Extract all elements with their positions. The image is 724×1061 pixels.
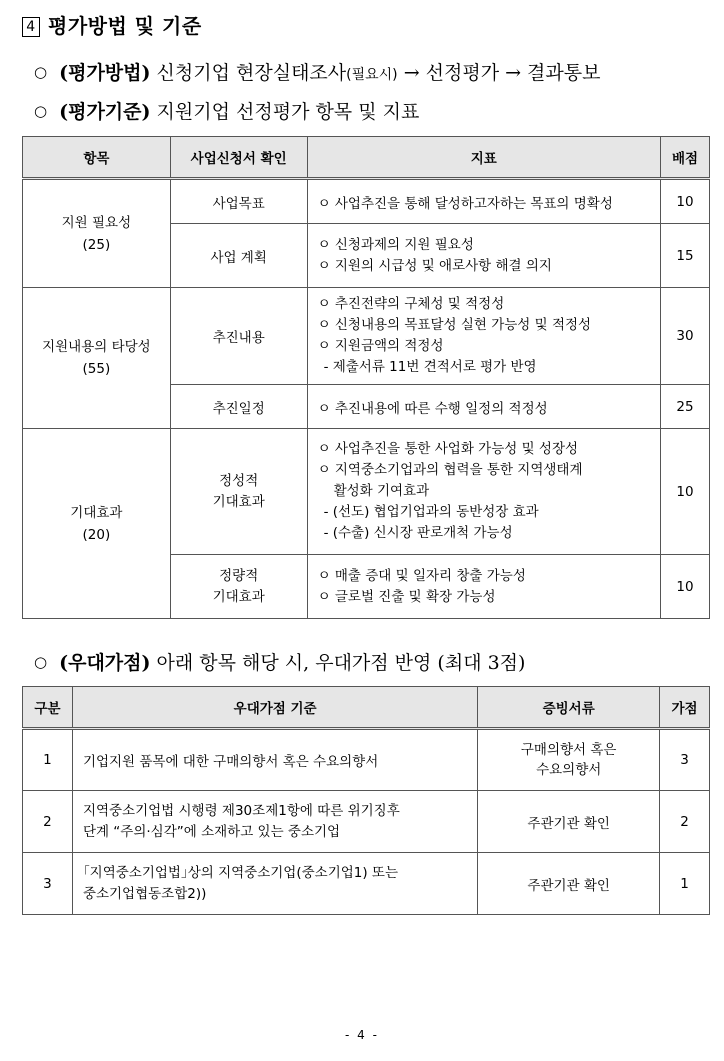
table-row [23, 729, 710, 791]
points-cell: 1 [660, 853, 710, 915]
table-row [23, 179, 710, 224]
criterion-cell [72, 729, 477, 791]
indicator-line: ㅇ 사업추진을 통한 사업화 가능성 및 성장성 [317, 441, 579, 457]
criterion-line: ｢지역중소기업법｣상의 지역중소기업(중소기업1) 또는 [82, 864, 399, 881]
criteria-label: (평가기준) [59, 101, 151, 123]
no-cell: 2 [23, 791, 73, 853]
header-check: 사업신청서 확인 [170, 137, 307, 179]
indicator-line: ㅇ 신청과제의 지원 필요성 [317, 236, 474, 253]
group-cell [23, 429, 171, 619]
header-points: 가점 [660, 687, 710, 729]
circle-bullet-icon: ○ [34, 63, 48, 81]
group-name: 기대효과 [70, 504, 123, 521]
check-cell: 추진일정 [170, 385, 307, 429]
header-indicator: 지표 [307, 137, 660, 179]
check-cell: 사업 계획 [170, 224, 307, 288]
points-cell: 2 [660, 791, 710, 853]
indicator-line: 활성화 기여효과 [333, 483, 430, 499]
section-heading [22, 10, 202, 39]
bonus-table [22, 686, 710, 915]
method-text-small: (필요시) [346, 67, 398, 83]
check-cell [170, 429, 307, 555]
table-row [23, 429, 710, 555]
indicator-line: ㅇ 사업추진을 통해 달성하고자하는 목표의 명확성 [317, 195, 613, 212]
document-line: 구매의향서 혹은 [520, 742, 617, 758]
indicator-line: ㅇ 신청내용의 목표달성 실현 가능성 및 적정성 [317, 317, 592, 333]
points-cell: 10 [661, 179, 710, 224]
indicator-cell [307, 179, 660, 224]
circle-bullet-icon: ○ [34, 102, 48, 120]
criterion-line: 중소기업협동조합2)) [82, 885, 207, 902]
indicator-cell [307, 385, 660, 429]
indicator-subline: - (수출) 신시장 판로개척 가능성 [323, 525, 513, 541]
criteria-text: 지원기업 선정평가 항목 및 지표 [156, 101, 420, 123]
indicator-cell [307, 224, 660, 288]
group-name: 지원 필요성 [61, 214, 132, 231]
criteria-table [22, 136, 710, 619]
criterion-line: 단계 “주의·심각”에 소재하고 있는 중소기업 [82, 823, 341, 840]
method-line [34, 58, 600, 85]
check-line: 기대효과 [212, 493, 265, 510]
table-header-row [23, 137, 710, 179]
check-line: 기대효과 [212, 588, 265, 605]
table-header-row [23, 687, 710, 729]
section-number: 4 [22, 17, 40, 37]
bonus-line [34, 648, 525, 675]
no-cell: 3 [23, 853, 73, 915]
indicator-subline: - (선도) 협업기업과의 동반성장 효과 [323, 504, 539, 520]
indicator-line: ㅇ 추진전략의 구체성 및 적정성 [317, 296, 505, 312]
criteria-line [34, 97, 419, 124]
table-row [23, 853, 710, 915]
method-text-a: 신청기업 현장실태조사 [156, 62, 347, 84]
criterion-cell [72, 791, 477, 853]
points-cell: 25 [661, 385, 710, 429]
check-line: 정성적 [219, 472, 259, 489]
indicator-line: ㅇ 지역중소기업과의 협력을 통한 지역생태계 [317, 462, 583, 478]
group-score: (25) [82, 236, 111, 253]
circle-bullet-icon: ○ [34, 653, 48, 671]
document-line: 수요의향서 [536, 762, 602, 778]
group-cell [23, 179, 171, 288]
indicator-line: ㅇ 추진내용에 따른 수행 일정의 적정성 [317, 400, 548, 417]
check-cell: 사업목표 [170, 179, 307, 224]
indicator-cell [307, 555, 660, 619]
document-cell: 주관기관 확인 [478, 853, 660, 915]
table-row [23, 791, 710, 853]
method-text-b: → 선정평가 → 결과통보 [403, 62, 601, 84]
header-points: 배점 [661, 137, 710, 179]
points-cell: 3 [660, 729, 710, 791]
indicator-subline: - 제출서류 11번 견적서로 평가 반영 [323, 359, 537, 375]
indicator-line: ㅇ 매출 증대 및 일자리 창출 가능성 [317, 567, 526, 584]
points-cell: 30 [661, 288, 710, 385]
criterion-cell [72, 853, 477, 915]
indicator-cell [307, 288, 660, 385]
section-title: 평가방법 및 기준 [48, 14, 202, 38]
group-cell [23, 288, 171, 429]
points-cell: 10 [661, 429, 710, 555]
check-cell [170, 555, 307, 619]
method-label: (평가방법) [59, 62, 151, 84]
page-number: - 4 - [345, 1028, 379, 1042]
document-cell [478, 729, 660, 791]
indicator-line: ㅇ 지원의 시급성 및 애로사항 해결 의지 [317, 257, 552, 274]
group-name: 지원내용의 타당성 [42, 339, 151, 355]
criterion-line: 기업지원 품목에 대한 구매의향서 혹은 수요의향서 [82, 754, 379, 770]
bonus-text: 아래 항목 해당 시, 우대가점 반영 (최대 3점) [156, 652, 526, 674]
header-criterion: 우대가점 기준 [72, 687, 477, 729]
indicator-line: ㅇ 지원금액의 적정성 [317, 338, 444, 354]
check-cell: 추진내용 [170, 288, 307, 385]
header-no: 구분 [23, 687, 73, 729]
header-document: 증빙서류 [478, 687, 660, 729]
indicator-cell [307, 429, 660, 555]
group-score: (20) [82, 526, 111, 543]
check-line: 정량적 [219, 567, 259, 584]
table-row [23, 288, 710, 385]
points-cell: 10 [661, 555, 710, 619]
group-score: (55) [82, 361, 111, 377]
criterion-line: 지역중소기업법 시행령 제30조제1항에 따른 위기징후 [82, 802, 400, 819]
no-cell: 1 [23, 729, 73, 791]
points-cell: 15 [661, 224, 710, 288]
indicator-line: ㅇ 글로벌 진출 및 확장 가능성 [317, 588, 496, 605]
document-cell: 주관기관 확인 [478, 791, 660, 853]
header-item: 항목 [23, 137, 171, 179]
bonus-label: (우대가점) [59, 652, 151, 674]
